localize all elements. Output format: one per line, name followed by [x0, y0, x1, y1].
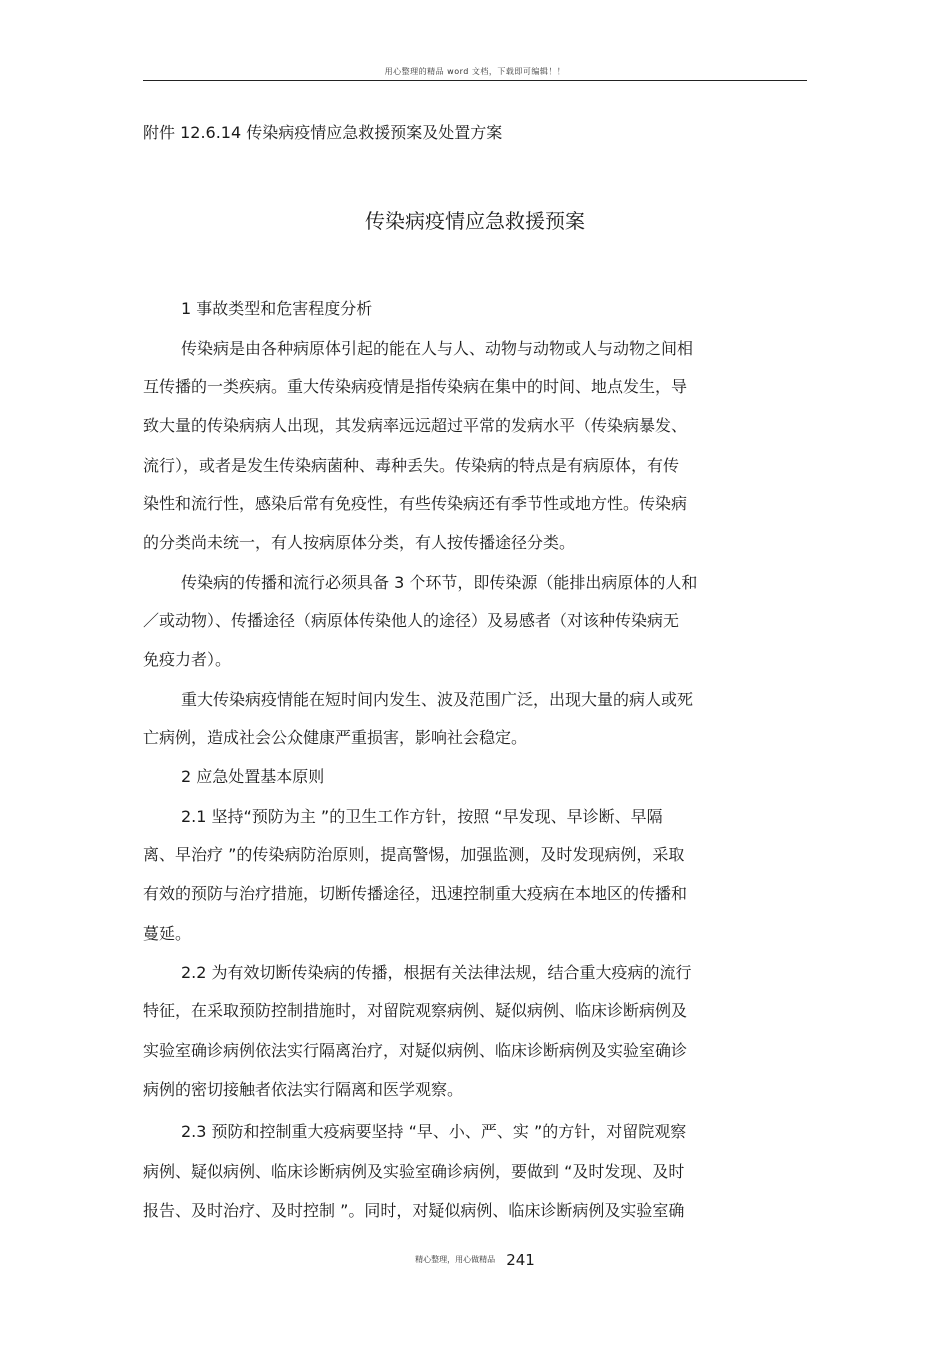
body-line: 病例、疑似病例、临床诊断病例及实验室确诊病例，要做到 “及时发现、及时 [143, 1162, 685, 1181]
page-header-note: 用心整理的精品 word 文档，下载即可编辑！！ [384, 67, 566, 76]
body-line: 重大传染病疫情能在短时间内发生、波及范围广泛，出现大量的病人或死 [181, 690, 694, 709]
body-line: 病例的密切接触者依法实行隔离和医学观察。 [143, 1080, 464, 1099]
document-title: 传染病疫情应急救援预案 [365, 209, 585, 233]
body-line: 免疫力者）。 [143, 650, 232, 669]
body-line: 实验室确诊病例依法实行隔离治疗，对疑似病例、临床诊断病例及实验室确诊 [143, 1041, 688, 1060]
body-line: 染性和流行性，感染后常有免疫性，有些传染病还有季节性或地方性。传染病 [143, 494, 688, 513]
body-line: 亡病例，造成社会公众健康严重损害，影响社会稳定。 [143, 728, 528, 747]
body-line: 特征，在采取预防控制措施时，对留院观察病例、疑似病例、临床诊断病例及 [143, 1001, 688, 1020]
body-line: 2.3 预防和控制重大疫病要坚持 “早、小、严、实 ”的方针，对留院观察 [181, 1122, 687, 1141]
footer-note: 精心整理，用心做精品 [415, 1255, 496, 1264]
body-line: 离、早治疗 ”的传染病防治原则，提高警惕，加强监测，及时发现病例，采取 [143, 845, 685, 864]
body-line: 蔓延。 [143, 924, 192, 943]
body-line: 报告、及时治疗、及时控制 ”。同时，对疑似病例、临床诊断病例及实验室确 [143, 1201, 685, 1220]
page-number: 241 [506, 1250, 535, 1269]
body-line: 流行），或者是发生传染病菌种、毒种丢失。传染病的特点是有病原体，有传 [143, 456, 680, 475]
body-line: 有效的预防与治疗措施，切断传播途径，迅速控制重大疫病在本地区的传播和 [143, 884, 688, 903]
body-line: 传染病是由各种病原体引起的能在人与人、动物与动物或人与动物之间相 [181, 339, 694, 358]
body-line: 2.1 坚持“预防为主 ”的卫生工作方针，按照 “早发现、早诊断、早隔 [181, 807, 663, 826]
section-heading: 2 应急处置基本原则 [181, 767, 325, 786]
body-line: 互传播的一类疾病。重大传染病疫情是指传染病在集中的时间、地点发生，导 [143, 377, 688, 396]
header-divider [143, 80, 807, 81]
body-line: 的分类尚未统一，有人按病原体分类，有人按传播途径分类。 [143, 533, 576, 552]
page-footer [0, 1249, 950, 1269]
body-line: ／或动物）、传播途径（病原体传染他人的途径）及易感者（对该种传染病无 [143, 611, 680, 630]
section-heading: 1 事故类型和危害程度分析 [181, 299, 373, 318]
body-line: 2.2 为有效切断传染病的传播，根据有关法律法规，结合重大疫病的流行 [181, 963, 692, 982]
body-line: 致大量的传染病病人出现，其发病率远远超过平常的发病水平（传染病暴发、 [143, 416, 688, 435]
body-line: 传染病的传播和流行必须具备 3 个环节，即传染源（能排出病原体的人和 [181, 573, 698, 592]
attachment-heading: 附件 12.6.14 传染病疫情应急救援预案及处置方案 [143, 123, 503, 142]
